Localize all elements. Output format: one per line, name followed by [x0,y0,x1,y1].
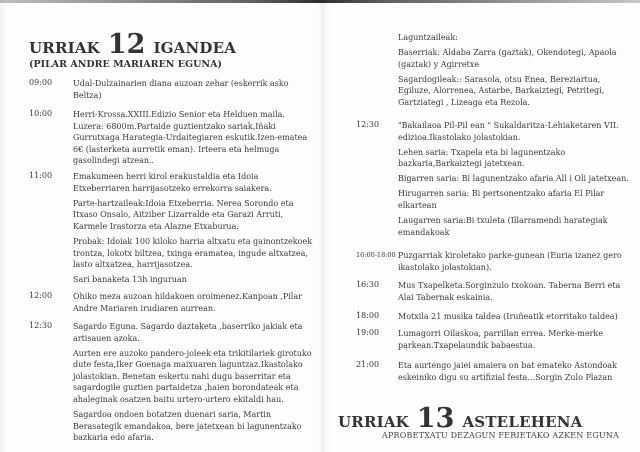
day-title-12 [29,31,236,58]
day-number: 12 [107,29,146,60]
event-text: Lehen saria: Txapela eta bi lagunentzako bazkaria,Barkaiztegi jatetxean. [398,147,566,169]
event-text: Motxila 21 musika taldea (Iruñeatik etorritako taldea) [398,312,618,321]
event-text: Udal-Dulzainarien diana auzoan zehar (eskerrik asko Beltza) [73,79,289,100]
event-time: 16:00-18:00 [356,251,396,259]
event-text: "Bakailaoa Pil-Pil ean " Sukaldaritza-Lehiaketaren VII. edizioa.Ikastolako jolastokian. [398,121,619,142]
day-weekday: ASTELEHENA [462,413,583,431]
day-title-13 [338,405,582,432]
sponsors-baserriak: Baserriak: Aldaba Zarra (gaztak), Okendotegi, Apaola (gaztak) y Agirretxe [398,48,617,69]
event-time: 11:00 [29,171,53,180]
event-description [73,291,313,318]
event-text: Probak: Idoiak 100 kiloko harria altxatu eta gainontzekoek trontza, lokotx biltzea, txinga eramatea, ingude altxatzea, lasto altxatzea, harrijasotzea. [73,236,313,270]
event-time: 21:00 [356,360,380,369]
event-text: Eta aurtengo jaiei amaiera on bat emateko Astondoak eskeiniko digu su artifizial festa…Sorgin Zulo Plazan [398,361,617,382]
center-fold [318,0,330,452]
event-description [73,109,318,170]
event-time: 16:30 [356,280,380,289]
event-text: Aurten ere auzoko pandero-joleek eta trikitilariek girotuko dute festa,Iker Goenaga maixuaren laguntzaz.Ikastolako jolastokian. Benetan eskertu nahi dugu baserritar eta sagardogile guztien partaidetza ,haien borondateak eta ahaleginak osatzen baitu urtero-urtero ekitaldi hau. [73,348,312,405]
event-text: Emakumeen herri kirol erakustaldia eta Idoia Etxeberriaren harrijasotzeko errekorra saiakera. [73,172,272,193]
event-time: 19:00 [356,328,380,337]
sponsors-sagardogileak: Sagardogileak:: Sarasola, otsu Enea, Bereziartua, Egiluze, Alorrenea, Astarbe, Barkaiztegi, Petritegi, Gartziategi , Lizeaga eta Rezola. [398,74,605,107]
event-text: Herri-Krossa.XXIII.Edizio Senior eta Helduen maila. Luzera: 6800m.Partaide guztientzako sariak,Iñaki Gurrutxaga Harategia-Urdaitegiaren eskutik.Izen-ematea 6€ (lasterketa aurretik eman). Irteera eta helmuga gasolindegi atzean.. [73,110,308,166]
event-text: Mus Txapelketa.Sorginzulo txokoan. Taberna Berri eta Alai Tabernak eskainia. [398,281,621,302]
event-description [398,311,640,326]
event-text: Parte-hartzaileak:Idoia Etxeberria. Nerea Sorondo eta Itxaso Onsalo, Aitziber Lizarralde eta Garazi Arruti, Karmele Irastorza eta Alazne Etxaburua. [73,198,294,231]
event-text: Laugarren saria:Bi txuleta (Illarramendi harategiak emandakoak [398,216,608,237]
event-description [73,321,315,447]
day-weekday: IGANDEA [153,39,237,57]
event-time: 10:00 [29,109,53,118]
event-description [398,250,638,277]
sponsors-heading: Laguntzaileak: [398,33,458,42]
sponsors-text [398,32,634,112]
event-text: Bigarren saria: Bi lagunentzako afaria All i Oli jatetxean. [398,174,629,184]
day-prefix: URRIAK [29,39,100,57]
day-prefix: URRIAK [338,413,409,431]
event-text: Sagardoa ondoen botatzen duenari saria, Martin Berasategik emandakoa, bere jatetxean bi lagunentzako bazkaria edo afaria. [73,410,302,443]
event-time: 18:00 [356,311,380,320]
left-page [0,0,318,452]
right-page [330,0,640,452]
event-description [73,78,313,105]
event-text: Puzgarriak kiroletako parke-gunean (Euria izanez gero ikastolako jolastokian). [398,251,622,272]
event-time: 12:30 [356,120,380,129]
event-time: 09:00 [29,78,53,87]
event-text: Sari banaketa 13h inguruan [73,275,187,285]
event-description [398,360,640,387]
day-subtitle: APROBETXATU DEZAGUN FERIETAKO AZKEN EGUNA [382,431,620,440]
event-text: Sagardo Eguna. Sagardo daztaketa ,baserriko jakiak eta artisauen azoka. [73,322,303,343]
event-text: Hirugarren saria: Bi pertsonentzako afaria El Pilar elkartean [398,189,605,211]
event-description [398,280,638,307]
day-number: 13 [416,403,455,434]
event-text: Ohiko meza auzoan hildakoen oroimenez.Kanpoan ,Pilar Andre Mariaren irudiaren aurrean. [73,292,302,313]
event-description [398,120,638,242]
day-subtitle: (PILAR ANDRE MARIAREN EGUNA) [29,59,222,70]
event-time: 12:00 [29,291,53,300]
event-text: Lumagorri Oilaskoa, parrillan errea. Merke-merke parkean.Txapelaundik babaestua. [398,329,603,350]
event-description [73,171,313,289]
event-description [398,328,638,355]
event-time: 12:30 [29,321,53,330]
